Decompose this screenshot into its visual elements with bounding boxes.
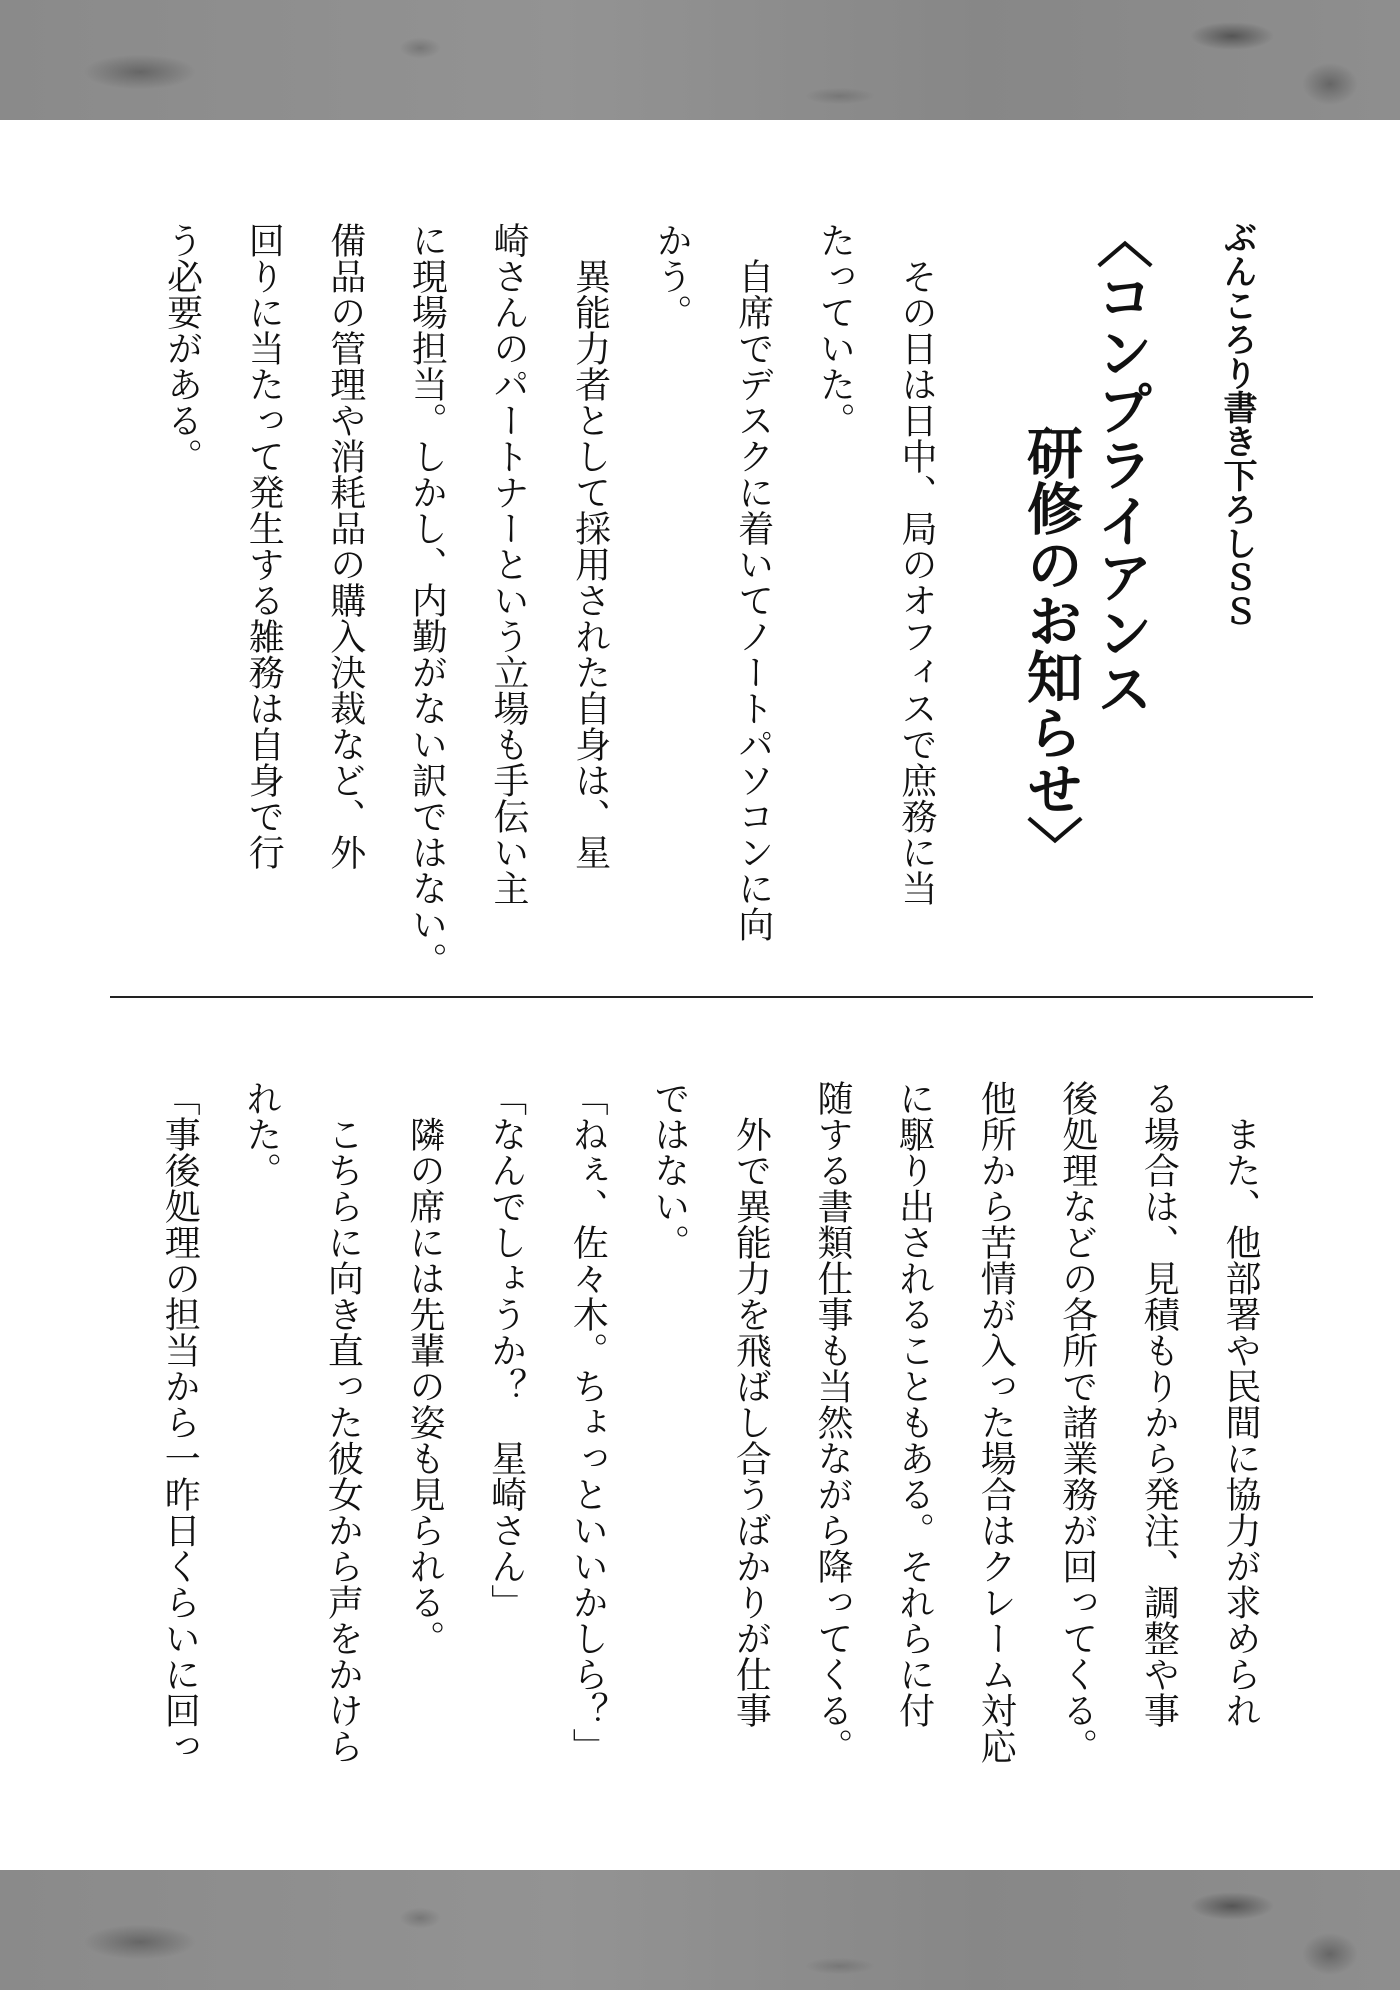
text-column: 崎さんのパートナーという立場も手伝い主 [488, 222, 529, 906]
text-column: 外で異能力を飛ばし合うばかりが仕事 [730, 1080, 772, 1728]
text-column: 後処理などの各所で諸業務が回ってくる。 [1056, 1080, 1098, 1764]
text-column: 「なんでしょうか？ 星崎さん」 [485, 1080, 527, 1620]
text-column: たっていた。 [814, 222, 856, 438]
text-column: 隣の席には先輩の姿も見られる。 [404, 1080, 445, 1656]
section-divider [110, 996, 1313, 998]
text-column: る場合は、見積もりから発注、調整や事 [1138, 1080, 1180, 1728]
text-column: 異能力者として採用された自身は、星 [569, 222, 611, 870]
text-column: ではない。 [648, 1080, 690, 1260]
text-column: 「ねぇ、佐々木。ちょっといいかしら？」 [567, 1080, 609, 1764]
text-column: 「事後処理の担当から一昨日くらいに回っ [159, 1080, 201, 1764]
text-column: 回りに当たって発生する雑務は自身で行 [243, 222, 285, 870]
text-column: に駆り出されることもある。それらに付 [893, 1080, 935, 1728]
title-line-1: 〈コンプライアンス [1088, 212, 1153, 716]
subtitle: ぶんころり書き下ろしＳＳ [1217, 220, 1257, 628]
text-column: れた。 [240, 1080, 282, 1188]
text-column: 他所から苦情が入った場合はクレーム対応 [975, 1080, 1017, 1764]
text-column: かう。 [651, 222, 693, 330]
text-column: こちらに向き直った彼女から声をかけら [322, 1080, 364, 1764]
text-column: 随する書類仕事も当然ながら降ってくる。 [812, 1080, 853, 1764]
top-texture-band [0, 0, 1400, 120]
text-column: う必要がある。 [161, 222, 203, 474]
text-column: また、他部署や民間に協力が求められ [1220, 1080, 1261, 1728]
title-line-2: 研修のお知らせ〉 [1018, 424, 1083, 872]
text-column: その日は日中、局のオフィスで庶務に当 [896, 222, 937, 906]
text-column: 自席でデスクに着いてノートパソコンに向 [732, 222, 774, 942]
text-column: 備品の管理や消耗品の購入決裁など、外 [324, 222, 366, 870]
bottom-texture-band [0, 1870, 1400, 1990]
text-column: に現場担当。しかし、内勤がない訳ではない。 [406, 222, 448, 978]
